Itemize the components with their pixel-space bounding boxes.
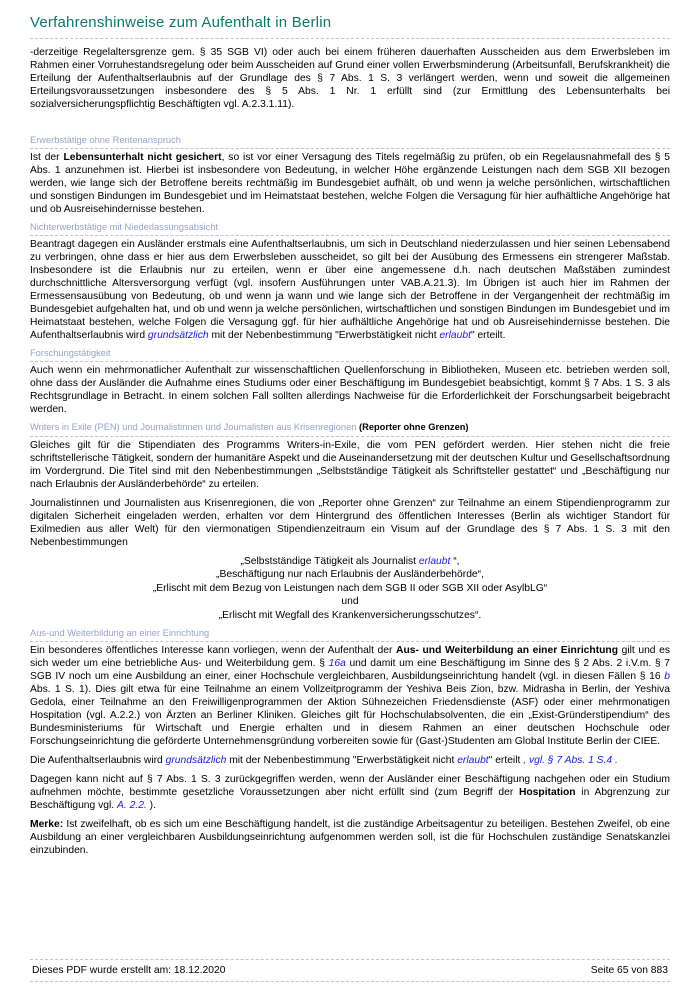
- nebenbestimmung-line: [30, 555, 670, 569]
- paragraph: [30, 754, 670, 767]
- text-run: (Reporter ohne Grenzen): [359, 422, 469, 433]
- section-heading: [30, 135, 670, 149]
- text-run: , so ist vor einer Versagung des Titels regelmäßig zu prüfen, ob ein Regelausnahmefall des § 5 Abs. 1 anzunehmen ist. Hierbei ist insbesondere von Bedeutung, in welcher Höhe ergänzende Leistungen nach dem SGB XII bezogen werden, wie lange sich der Betroffene bereits rechtmäßig im Bundesgebiet aufhält, ob und wenn ja welche persönlichen, wirtschaftlichen und sonstigen Bindungen im Bundesgebiet und im Heimatstaat bestehen, welche Folgen die Versagung für hier aufhältliche Angehörige hat und ob Ausreisehindernisse bestehen.: [30, 152, 670, 216]
- nebenbestimmung-line: [30, 582, 670, 596]
- reference-link[interactable]: , vgl. § 7 Abs. 1 S.4 .: [523, 755, 618, 767]
- text-run: ).: [146, 800, 156, 812]
- text-run: „Beschäftigung nur nach Erlaubnis der Ausländerbehörde“,: [216, 569, 484, 581]
- text-run: Hospitation: [518, 787, 576, 799]
- text-run: Writers in Exile (PEN) und Journalistinnen und Journalisten aus Krisenregionen: [30, 422, 360, 433]
- paragraph: [30, 238, 670, 342]
- section-writers-in-exile: [30, 422, 670, 622]
- text-run: Ein besonderes öffentliches Interesse kann vorliegen, wenn der Aufenthalt der: [30, 645, 397, 657]
- text-run: " erteilt.: [470, 330, 506, 342]
- text-run: -derzeitige Regelaltersgrenze gem. § 35 SGB VI) oder auch bei einem früheren dauerhaften Ausscheiden aus dem Erwerbsleben im Rahmen einer Vorruhestandsregelung oder beim Ausscheiden auf Grund einer vollen Erwerbsminderung (Arbeitsunfall, Berufskrankheit) die Erteilung der Aufenthaltserlaubnis auf der Grundlage des § 7 Abs. 1 S. 3 verlängert werden, wenn und soweit die allgemeinen Erteilungsvoraussetzungen insbesondere des § 5 Abs. 1 Nr. 1 erfüllt sind (zur Ermittlung des Lebensunterhalts bei sozialversicherungspflichtig Beschäftigten vgl. A.2.3.1.11).: [30, 47, 670, 110]
- text-run: Lebensunterhalt nicht gesichert: [63, 152, 222, 164]
- text-run: „Erlischt mit Wegfall des Krankenversicherungsschutzes“.: [218, 609, 482, 621]
- text-run: „Erlischt mit dem Bezug von Leistungen nach dem SGB II oder SGB XII oder AsylbLG“: [152, 582, 548, 594]
- text-run: Beantragt dagegen ein Ausländer erstmals eine Aufenthaltserlaubnis, um sich in Deutschland niederzulassen und hier seinen Lebensabend zu verbringen, ohne dass er hier aus dem Erwerbsleben ausscheidet, so gilt bei der Ausübung des Ermessens ein strengerer Maßstab. Insbesondere ist die Erlaubnis nur zu erteilen, wenn er über eine angemessene d.h. nach deutschen Maßstäben zumindest durchschnittliche Altersversorgung verfügt (vgl. insofern Ausführungen unter VAB.A.21.3). Im Übrigen ist auch hier im Rahmen der Ermessensausübung von Bedeutung, ob und wenn ja wann und wie lange sich der Betroffene in der Vergangenheit der rechtmäßig im Bundesgebiet aufgehalten hat, und ob und wenn ja welche persönlichen, wirtschaftlichen und sonstigen Bindungen im Bundesgebiet und im Heimatstaat bestehen, welche Folgen die Versagung ggf. für hier aufhältliche Angehörige hat und ob Ausreisehindernisse bestehen. Die Aufenthaltserlaubnis wird: [30, 239, 670, 342]
- text-run: Die Aufenthaltserlaubnis wird: [30, 755, 166, 767]
- text-run: “,: [450, 555, 460, 567]
- reference-link[interactable]: erlaubt: [439, 330, 471, 342]
- paragraph: [30, 439, 670, 491]
- text-run: Nichterwerbstätige mit Niederlassungsabsicht: [30, 222, 219, 233]
- section-erwerbstaetige-ohne-rentenanspruch: [30, 135, 670, 216]
- text-run: Abs. 1 S. 1). Dies gilt etwa für eine Teilnahme an einem Vollzeitprogramm der Yeshiva Beis Zion, bzw. Midrasha in Berlin, der Yeshiva Gedola, einer Teilnahme an den Freiwilligenprogrammen der Aktion Sühnezeichen Friedensdienste (ASF) oder einer mehrmonatigen Hospitation (vgl. A.2.2.) von Ärzten an Berliner Kliniken. Gleiches gilt für Hochschulabsolventen, die ein „Exist-Gründerstipendium“ des Bundesministeriums für Wirtschaft und Energie erhalten und in diesem Rahmen an einer deutschen Hochschule oder Forschungseinrichtung die geförderte Unternehmensgründung vorbereiten sowie für (Gast-)Studenten am Global Institute Berlin der CIEE.: [30, 684, 670, 748]
- nebenbestimmung-line: [30, 595, 670, 609]
- nebenbestimmung-line: [30, 609, 670, 623]
- text-run: Merke:: [30, 819, 64, 831]
- section-heading: [30, 422, 670, 436]
- text-run: Erwerbstätige ohne Rentenanspruch: [30, 135, 181, 145]
- reference-link[interactable]: grundsätzlich: [147, 330, 209, 342]
- reference-link[interactable]: 16a: [328, 658, 346, 670]
- reference-link[interactable]: b: [664, 671, 670, 683]
- text-run: Dagegen kann nicht auf § 7 Abs. 1 S. 3 zurückgegriffen werden, wenn der Ausländer einer Beschäftigung nachgehen oder ein Studium aufnehmen möchte, bestimmte gesetzliche Voraussetzungen aber nicht erfüllt sind (zum Begriff der: [30, 774, 670, 799]
- paragraph: [30, 773, 670, 812]
- footer-created-date: Dieses PDF wurde erstellt am: 18.12.2020: [32, 965, 226, 976]
- section-heading: [30, 348, 670, 362]
- text-run: Forschungstätigkeit: [30, 348, 111, 359]
- nebenbestimmungen-list: [30, 555, 670, 623]
- paragraph: [30, 497, 670, 549]
- text-run: „Selbstständige Tätigkeit als Journalist: [240, 555, 419, 567]
- text-run: Ist der: [30, 152, 64, 164]
- paragraph: [30, 818, 670, 857]
- text-run: in Abgrenzung zur Beschäftigung vgl.: [30, 787, 670, 812]
- section-heading: [30, 628, 670, 642]
- text-run: Aus-und Weiterbildung an einer Einrichtung: [30, 628, 210, 639]
- document-body: [30, 46, 670, 857]
- text-run: Gleiches gilt für die Stipendiaten des Programms Writers-in-Exile, die vom PEN gefördert werden. Hier stehen nicht die freie schriftstellerische Tätigkeit, sondern der humanitäre Aspekt und die Auseinandersetzung mit der deutschen Kultur und Gesellschaftsordnung im Vordergrund. Die Titel sind mit den Nebenbestimmungen „Selbstständige Tätigkeit als Schriftsteller gestattet“ und „Beschäftigung nur nach Erlaubnis der Ausländerbehörde“ zu erteilen.: [30, 439, 670, 490]
- text-run: Ist zweifelhaft, ob es sich um eine Beschäftigung handelt, ist die zuständige Arbeitsagentur zu beteiligen. Bestehen Zweifel, ob eine Ausbildung an einer vergleichbaren Ausbildungseinrichtung aufgenommen werden soll, ist die für Hochschulen zuständige Senatskanzlei einzubinden.: [30, 819, 670, 857]
- text-run: Journalistinnen und Journalisten aus Krisenregionen, die von „Reporter ohne Grenzen“ zur Teilnahme an einem Stipendienprogramm zur digitalen Sicherheit eingeladen werden, erhalten vor dem Hintergrund des öffentlichen Interesses (Berlin als wichtiger Standort für Exilmedien aus aller Welt) für den viermonatigen Stipendienzeitraum ein Visum auf der Grundlage des § 7 Abs. 1 S. 3 mit den Nebenbestimmungen: [30, 497, 670, 548]
- section-nichterwerbstaetige-mit-niederlassungsabsicht: [30, 222, 670, 342]
- intro-paragraph: [30, 46, 670, 111]
- reference-link[interactable]: erlaubt: [418, 555, 451, 567]
- section-heading: [30, 222, 670, 236]
- paragraph: [30, 644, 670, 748]
- reference-link[interactable]: grundsätzlich: [165, 755, 227, 767]
- nebenbestimmung-line: [30, 568, 670, 582]
- page-title: Verfahrenshinweise zum Aufenthalt in Berlin: [30, 10, 670, 39]
- paragraph: [30, 151, 670, 216]
- text-run: und damit um eine Beschäftigung im Sinne des § 2 Abs. 2 i.V.m. § 7 SGB IV noch um eine Ausbildung an einer, einer Hochschule vergleichbaren, Ausbildungseinrichtung handelt (vgl. in diesen Fällen § 16: [30, 658, 670, 683]
- text-run: gilt und es sich weder um eine betriebliche Aus- und Weiterbildung gem. §: [30, 645, 670, 670]
- text-run: Aus- und Weiterbildung an einer Einrichtung: [396, 645, 618, 657]
- page-footer: [30, 959, 670, 982]
- text-run: " erteilt: [488, 755, 524, 767]
- footer-page-number: Seite 65 von 883: [590, 965, 668, 976]
- text-run: mit der Nebenbestimmung "Erwerbstätigkeit nicht: [226, 755, 458, 767]
- text-run: mit der Nebenbestimmung "Erwerbstätigkeit nicht: [208, 330, 440, 342]
- paragraph: [30, 364, 670, 416]
- reference-link[interactable]: erlaubt: [457, 755, 489, 767]
- section-forschungstaetigkeit: [30, 348, 670, 416]
- text-run: Auch wenn ein mehrmonatlicher Aufenthalt zur wissenschaftlichen Quellenforschung in Bibliotheken, Museen etc. betrieben werden soll, ohne dass der Ausländer die Aufnahme eines Studiums oder einer Beschäftigung im Bundesgebiet beabsichtigt, kommt § 7 Abs. 1 S. 3 als Rechtsgrundlage in Betracht. In einem solchen Fall sollten allerdings Nachweise für die Erforderlichkeit der Forschungsarbeit beigebracht werden.: [30, 365, 670, 416]
- section-aus-und-weiterbildung: [30, 628, 670, 857]
- text-run: und: [341, 596, 359, 608]
- reference-link[interactable]: A. 2.2.: [117, 800, 147, 812]
